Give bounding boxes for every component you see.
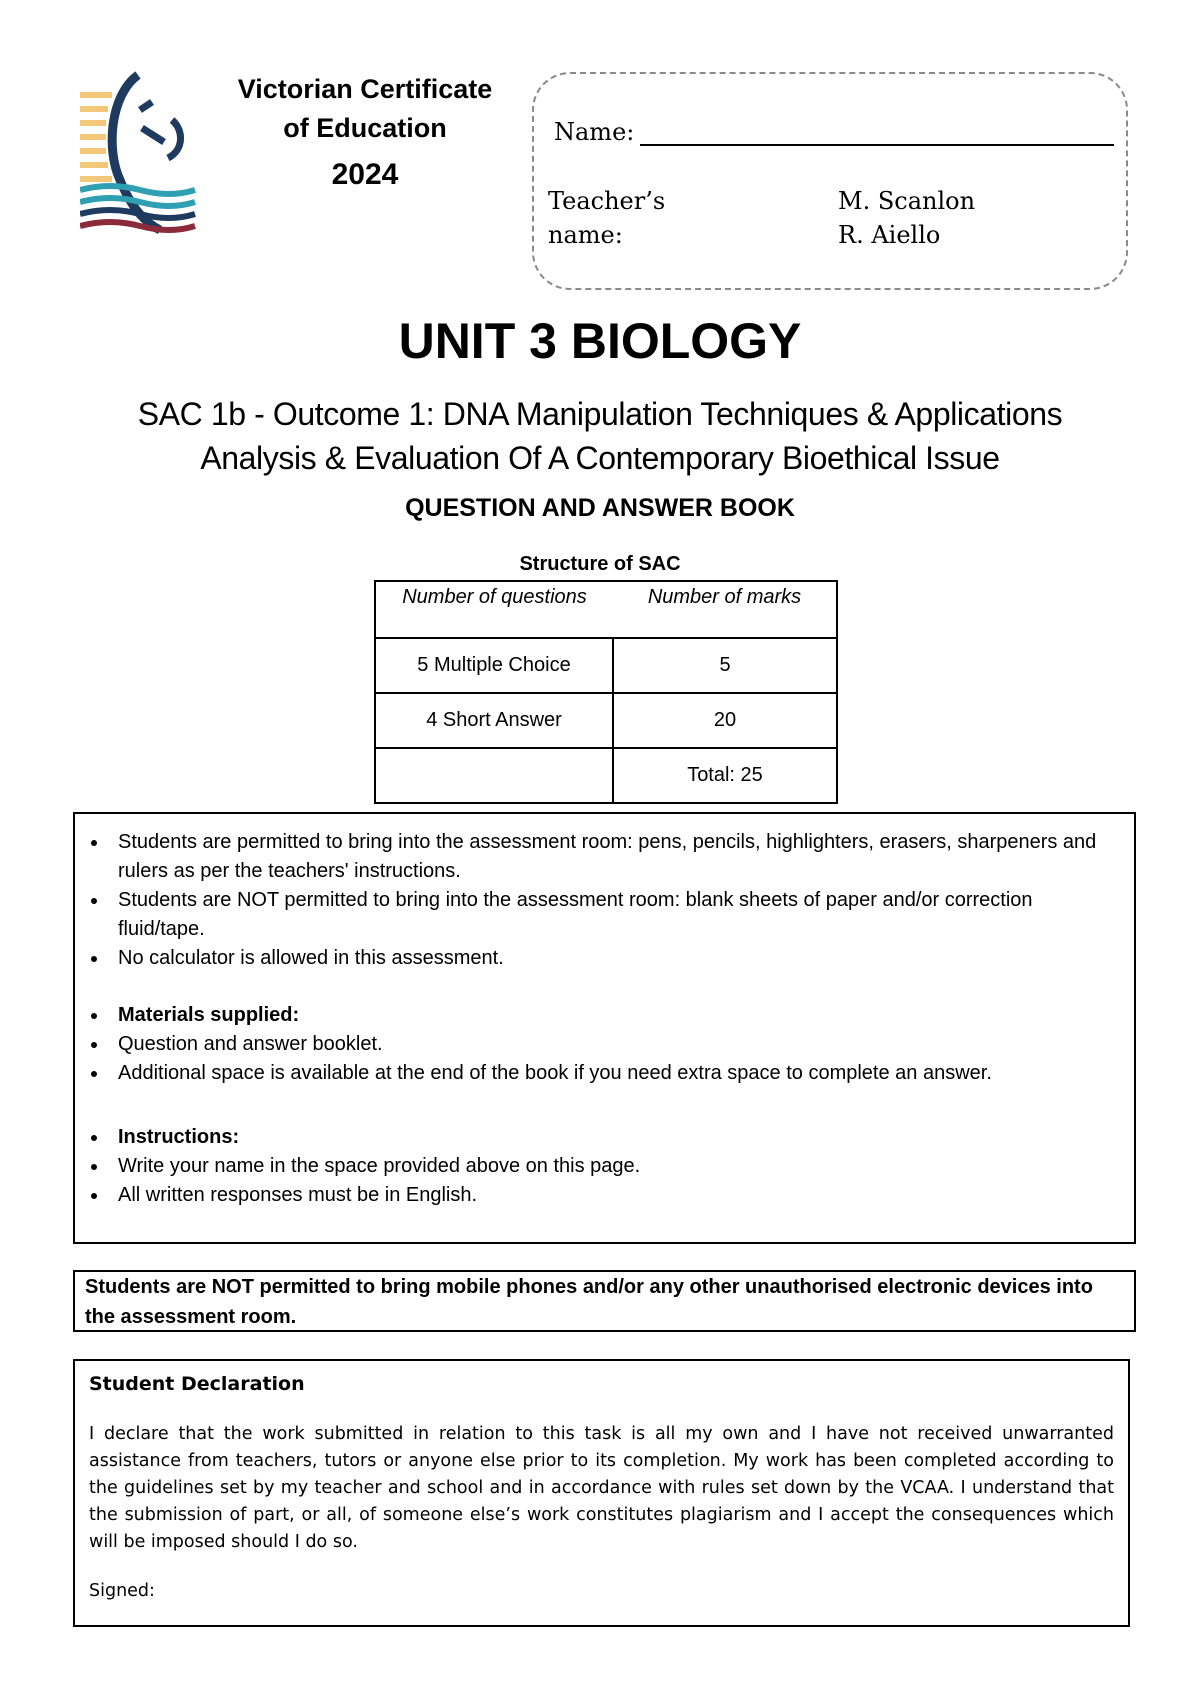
subtitle	[0, 392, 1200, 480]
table-row	[375, 693, 837, 748]
list-item: All written responses must be in English.	[75, 1181, 1122, 1210]
materials-list	[75, 1001, 1122, 1088]
list-item: Question and answer booklet.	[75, 1030, 1122, 1059]
declaration-text: I declare that the work submitted in relation to this task is all my own and I have not received unwarranted assistance from teachers, tutors or anyone else prior to its completion. My work has been completed according to the guidelines set by my teacher and school and in accordance with rules set down by the VCAA. I understand that the submission of part, or all, of someone else’s work constitutes plagiarism and I accept the consequences which will be imposed should I do so.	[89, 1424, 1114, 1552]
header-questions: Number of questions	[375, 581, 613, 638]
name-label: Name:	[554, 118, 635, 146]
table-header-row	[375, 581, 837, 638]
name-input-line[interactable]	[640, 118, 1114, 146]
materials-heading: Materials supplied:	[75, 1001, 1122, 1030]
declaration-box	[73, 1359, 1130, 1627]
vce-header	[205, 70, 525, 192]
instructions-list	[75, 1123, 1122, 1210]
subtitle-line-1: SAC 1b - Outcome 1: DNA Manipulation Techniques & Applications	[137, 396, 1063, 432]
list-item: Students are NOT permitted to bring into the assessment room: blank sheets of paper and/or correction fluid/tape.	[75, 886, 1122, 944]
cell-questions: 5 Multiple Choice	[375, 638, 613, 693]
vce-year: 2024	[331, 158, 399, 191]
rules-list	[75, 828, 1122, 973]
vce-logo	[80, 70, 205, 240]
signed-label: Signed:	[89, 1581, 155, 1601]
structure-title: Structure of SAC	[519, 553, 681, 575]
cell-marks: 20	[613, 693, 837, 748]
teacher-label-line-2: name:	[548, 221, 623, 249]
declaration-title: Student Declaration	[89, 1373, 305, 1395]
subtitle-line-2: Analysis & Evaluation Of A Contemporary Bioethical Issue	[200, 440, 1000, 476]
teacher-name: M. Scanlon	[838, 187, 976, 215]
page-title: UNIT 3 BIOLOGY	[398, 313, 802, 369]
teacher-label-line-1: Teacher’s	[548, 187, 666, 215]
cell-questions	[375, 748, 613, 803]
book-title: QUESTION AND ANSWER BOOK	[405, 494, 795, 522]
list-item: Additional space is available at the end of the book if you need extra space to complete an answer.	[75, 1059, 1122, 1088]
header-marks: Number of marks	[613, 581, 837, 638]
teacher-label	[548, 184, 748, 252]
list-item: No calculator is allowed in this assessment.	[75, 944, 1122, 973]
cell-total: Total: 25	[613, 748, 837, 803]
structure-table	[374, 580, 838, 804]
table-row	[375, 748, 837, 803]
instructions-heading: Instructions:	[75, 1123, 1122, 1152]
name-box	[532, 72, 1128, 290]
table-row	[375, 638, 837, 693]
list-item: Students are permitted to bring into the assessment room: pens, pencils, highlighters, erasers, sharpeners and rulers as per the teachers' instructions.	[75, 828, 1122, 886]
cell-marks: 5	[613, 638, 837, 693]
list-item: Write your name in the space provided above on this page.	[75, 1152, 1122, 1181]
teacher-names	[838, 184, 975, 252]
cell-questions: 4 Short Answer	[375, 693, 613, 748]
warning-box: Students are NOT permitted to bring mobile phones and/or any other unauthorised electronic devices into the assessment room.	[73, 1270, 1136, 1332]
rules-box	[73, 812, 1136, 1244]
teacher-name: R. Aiello	[838, 221, 941, 249]
vce-line-1: Victorian Certificate	[237, 74, 493, 104]
name-row	[554, 118, 1114, 146]
vce-line-2: of Education	[283, 113, 447, 143]
